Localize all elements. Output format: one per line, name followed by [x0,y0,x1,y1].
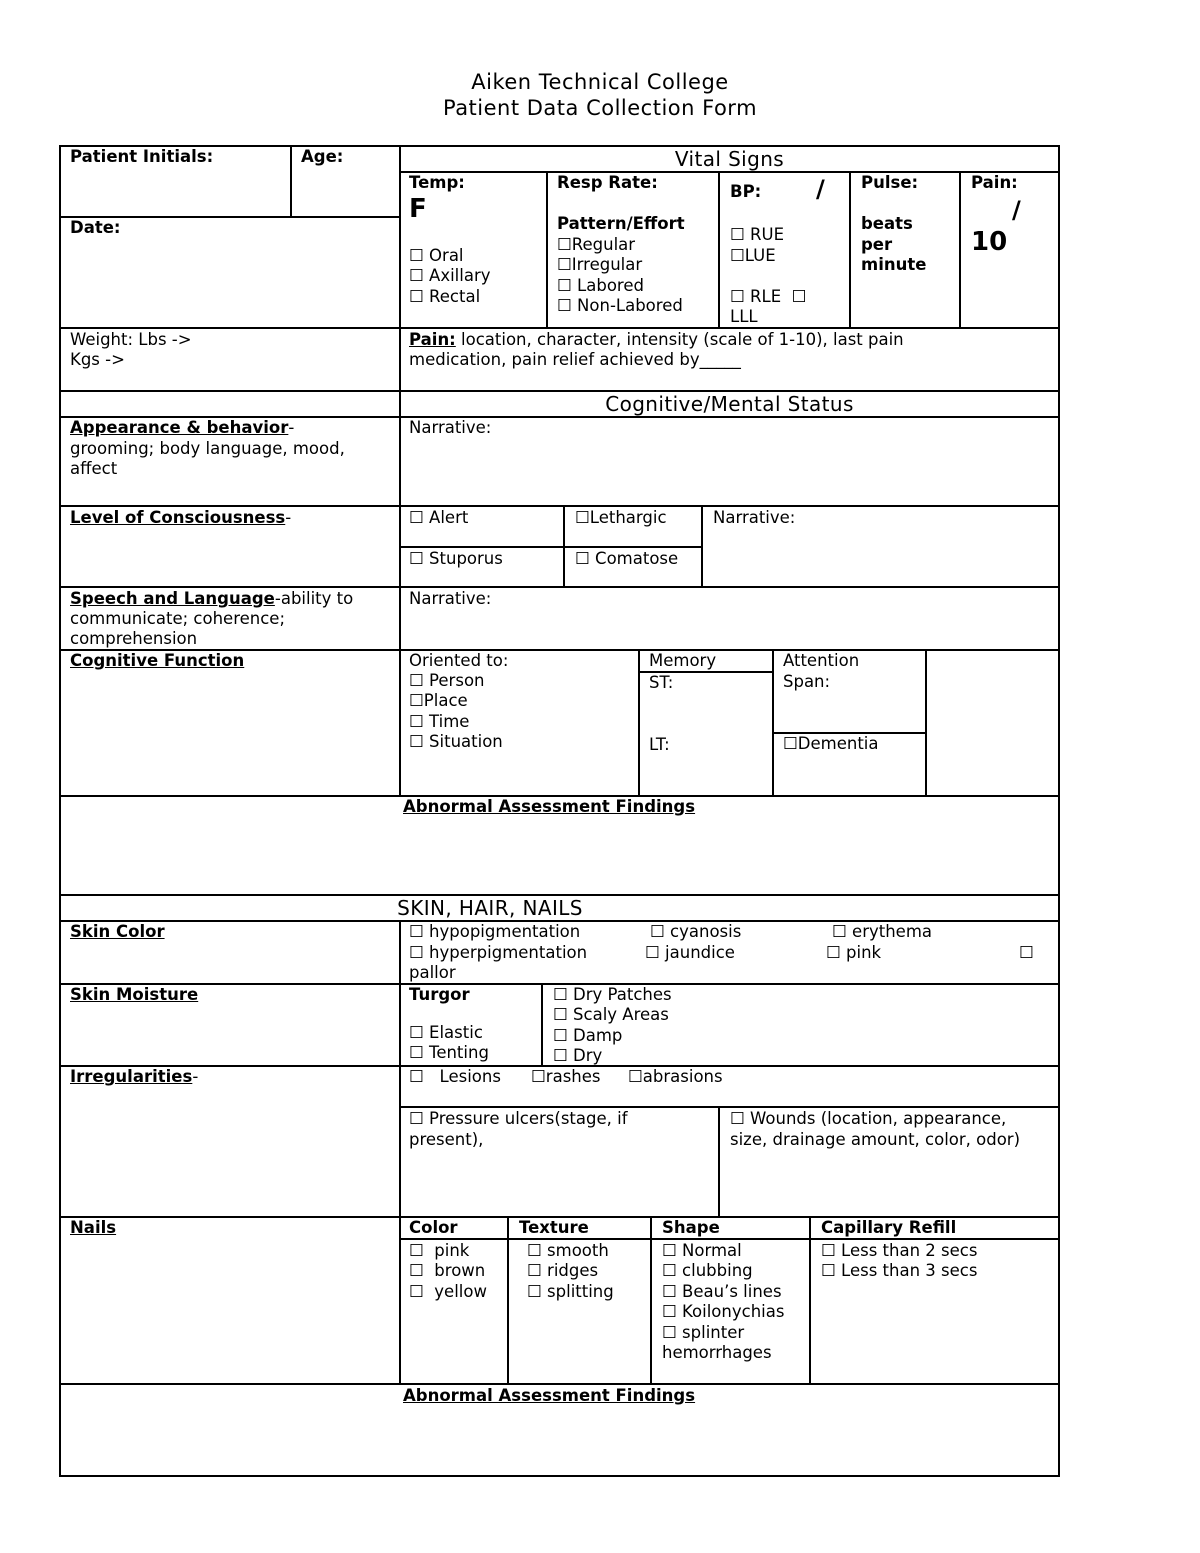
capillary-refill-label: Capillary Refill [821,1218,957,1237]
appearance-label: Appearance & behavior- [70,418,295,437]
vital-signs-heading: Vital Signs [674,147,785,171]
checkbox-icon: ☐ [662,1261,677,1280]
checkbox-icon: ☐ [409,1023,424,1042]
checkbox-icon: ☐ [557,255,572,274]
speech-desc-3: comprehension [70,629,198,648]
moisture-option-dry-patches[interactable]: ☐ Dry Patches [553,985,672,1004]
checkbox-icon: ☐ [628,1067,643,1086]
checkbox-icon: ☐ [531,1067,546,1086]
moisture-option-dry[interactable]: ☐ Dry [553,1046,603,1065]
checkbox-icon: ☐ [409,732,424,751]
appearance-desc-2: affect [70,459,118,478]
skin-heading: SKIN, HAIR, NAILS [397,896,583,920]
bp-option-rle[interactable]: ☐ RLE ☐ [730,287,807,306]
checkbox-icon: ☐ [557,276,572,295]
memory-st-label: ST: [649,673,674,692]
skin-option-pallor: pallor [409,963,456,982]
abnormal-findings-heading: Abnormal Assessment Findings [403,797,696,816]
checkbox-icon: ☐ [409,1043,424,1062]
checkbox-icon[interactable]: ☐ [1019,943,1034,962]
loc-narrative-label: Narrative: [713,508,796,527]
checkbox-icon: ☐ [553,1026,568,1045]
temp-option-rectal[interactable]: ☐ Rectal [409,287,481,306]
nail-shape-option-clubbing[interactable]: ☐ clubbing [662,1261,753,1280]
pain-score-slash: / [1012,196,1021,224]
checkbox-icon: ☐ [662,1302,677,1321]
bp-option-lue[interactable]: ☐LUE [730,246,776,265]
loc-option-comatose[interactable]: ☐ Comatose [575,549,679,568]
nails-label: Nails [70,1218,117,1237]
checkbox-icon: ☐ [832,922,847,941]
nail-texture-option-smooth[interactable]: ☐ smooth [527,1241,609,1260]
date-label: Date: [70,218,121,237]
appearance-desc-1: grooming; body language, mood, [70,439,345,458]
checkbox-icon: ☐ [826,943,841,962]
memory-lt-label: LT: [649,735,670,754]
wounds-option[interactable]: ☐ Wounds (location, appearance, [730,1109,1007,1128]
nail-shape-option-normal[interactable]: ☐ Normal [662,1241,742,1260]
oriented-option-person[interactable]: ☐ Person [409,671,485,690]
pain-assessment-line-2: medication, pain relief achieved by_____ [409,350,741,369]
nail-shape-option-beaus-lines[interactable]: ☐ Beau’s lines [662,1282,782,1301]
checkbox-icon: ☐ [409,922,424,941]
checkbox-icon: ☐ [409,549,424,568]
checkbox-icon: ☐ [409,1282,424,1301]
checkbox-icon: ☐ [662,1323,677,1342]
nail-texture-option-ridges[interactable]: ☐ ridges [527,1261,599,1280]
checkbox-icon: ☐ [553,985,568,1004]
irregular-option-abrasions[interactable]: ☐abrasions [628,1067,723,1086]
temp-option-axillary[interactable]: ☐ Axillary [409,266,491,285]
checkbox-icon: ☐ [575,549,590,568]
checkbox-icon: ☐ [730,287,745,306]
attention-span-label: Span: [783,672,831,691]
patient-initials-label: Patient Initials: [70,147,214,166]
checkbox-icon: ☐ [730,225,745,244]
skin-option-cyanosis[interactable]: ☐ cyanosis [650,922,742,941]
bp-slash: / [816,175,825,203]
checkbox-icon: ☐ [527,1282,542,1301]
skin-option-erythema[interactable]: ☐ erythema [832,922,933,941]
pulse-label: Pulse: [861,173,919,192]
nail-shape-label: Shape [662,1218,720,1237]
turgor-label: Turgor [409,985,470,1004]
oriented-label: Oriented to: [409,651,509,670]
nail-color-option-pink[interactable]: ☐ pink [409,1241,470,1260]
checkbox-icon: ☐ [409,266,424,285]
checkbox-icon: ☐ [409,508,424,527]
bp-option-lll[interactable]: LLL [730,307,758,326]
nail-shape-option-koilonychias[interactable]: ☐ Koilonychias [662,1302,785,1321]
pulse-unit-beats: beats [861,214,913,233]
pattern-option-irregular[interactable]: ☐Irregular [557,255,643,274]
oriented-option-time[interactable]: ☐ Time [409,712,470,731]
moisture-option-scaly-areas[interactable]: ☐ Scaly Areas [553,1005,669,1024]
checkbox-icon: ☐ [557,296,572,315]
checkbox-icon: ☐ [557,235,572,254]
checkbox-icon: ☐ [791,287,807,306]
checkbox-icon: ☐ [730,1109,745,1128]
nail-texture-option-splitting[interactable]: ☐ splitting [527,1282,614,1301]
bp-label: BP: [730,182,762,201]
nail-color-option-brown[interactable]: ☐ brown [409,1261,486,1280]
checkbox-icon: ☐ [783,734,798,753]
checkbox-icon: ☐ [409,691,424,710]
speech-narrative-label: Narrative: [409,589,492,608]
cognitive-heading: Cognitive/Mental Status [605,392,854,416]
dementia-option[interactable]: ☐Dementia [783,734,879,753]
form-title: Patient Data Collection Form [442,96,758,120]
bp-option-rue[interactable]: ☐ RUE [730,225,785,244]
irregularities-label: Irregularities- [70,1067,199,1086]
attention-label: Attention [783,651,860,670]
skin-option-hypopigmentation[interactable]: ☐ hypopigmentation [409,922,581,941]
appearance-narrative-label: Narrative: [409,418,492,437]
temp-option-oral[interactable]: ☐ Oral [409,246,464,265]
checkbox-icon: ☐ [553,1046,568,1065]
skin-option-jaundice[interactable]: ☐ jaundice [645,943,735,962]
checkbox-icon: ☐ [409,1067,424,1086]
checkbox-icon: ☐ [650,922,665,941]
cognitive-function-label: Cognitive Function [70,651,245,670]
cap-refill-option-lt2[interactable]: ☐ Less than 2 secs [821,1241,978,1260]
oriented-option-situation[interactable]: ☐ Situation [409,732,503,751]
checkbox-icon: ☐ [409,287,424,306]
abnormal-findings-heading-2: Abnormal Assessment Findings [403,1386,696,1405]
nail-color-label: Color [409,1218,458,1237]
loc-option-stuporus[interactable]: ☐ Stuporus [409,549,503,568]
pressure-ulcers-option[interactable]: ☐ Pressure ulcers(stage, if [409,1109,628,1128]
checkbox-icon: ☐ [662,1241,677,1260]
loc-option-lethargic[interactable]: ☐Lethargic [575,508,667,527]
nail-color-option-yellow[interactable]: ☐ yellow [409,1282,487,1301]
turgor-option-elastic[interactable]: ☐ Elastic [409,1023,483,1042]
memory-label: Memory [649,651,717,670]
loc-option-alert[interactable]: ☐ Alert [409,508,469,527]
pain-assessment-line-1: Pain: location, character, intensity (scale of 1-10), last pain [409,330,904,349]
checkbox-icon: ☐ [409,1261,424,1280]
nail-shape-hemorrhages: hemorrhages [662,1343,772,1362]
irregular-option-lesions[interactable]: ☐ Lesions [409,1067,501,1086]
checkbox-icon: ☐ [821,1261,836,1280]
checkbox-icon: ☐ [527,1241,542,1260]
checkbox-icon: ☐ [645,943,660,962]
moisture-option-damp[interactable]: ☐ Damp [553,1026,623,1045]
checkbox-icon: ☐ [409,943,424,962]
oriented-option-place[interactable]: ☐Place [409,691,468,710]
checkbox-icon: ☐ [662,1282,677,1301]
weight-lbs-label: Weight: Lbs -> [70,330,192,349]
wounds-desc: size, drainage amount, color, odor) [730,1130,1021,1149]
checkbox-icon: ☐ [821,1241,836,1260]
checkbox-icon: ☐ [409,246,424,265]
irregular-option-rashes[interactable]: ☐rashes [531,1067,601,1086]
nail-texture-label: Texture [519,1218,589,1237]
pattern-effort-label: Pattern/Effort [557,214,685,233]
pattern-option-regular[interactable]: ☐Regular [557,235,636,254]
pulse-unit-per: per [861,235,893,254]
pressure-ulcers-desc: present), [409,1130,484,1149]
skin-color-label: Skin Color [70,922,165,941]
pain-score-label: Pain: [971,173,1018,192]
temp-unit: F [409,194,427,224]
checkbox-icon: ☐ [730,246,745,265]
resp-rate-label: Resp Rate: [557,173,658,192]
temp-label: Temp: [409,173,465,192]
pain-score-max: 10 [971,227,1008,257]
nail-shape-option-splinter[interactable]: ☐ splinter [662,1323,745,1342]
checkbox-icon: ☐ [409,712,424,731]
checkbox-icon: ☐ [409,1241,424,1260]
pattern-option-labored[interactable]: ☐ Labored [557,276,644,295]
checkbox-icon: ☐ [553,1005,568,1024]
checkbox-icon: ☐ [409,671,424,690]
speech-label: Speech and Language-ability to [70,589,354,608]
loc-label: Level of Consciousness- [70,508,292,527]
skin-moisture-label: Skin Moisture [70,985,199,1004]
age-label: Age: [301,147,344,166]
checkbox-icon: ☐ [527,1261,542,1280]
turgor-option-tenting[interactable]: ☐ Tenting [409,1043,489,1062]
weight-kgs-label: Kgs -> [70,350,125,369]
skin-option-pink[interactable]: ☐ pink [826,943,882,962]
pattern-option-non-labored[interactable]: ☐ Non-Labored [557,296,683,315]
cap-refill-option-lt3[interactable]: ☐ Less than 3 secs [821,1261,978,1280]
checkbox-icon: ☐ [575,508,590,527]
pulse-unit-minute: minute [861,255,927,274]
speech-desc-2: communicate; coherence; [70,609,286,628]
skin-option-hyperpigmentation[interactable]: ☐ hyperpigmentation [409,943,588,962]
checkbox-icon: ☐ [409,1109,424,1128]
form-college-title: Aiken Technical College [471,70,729,94]
